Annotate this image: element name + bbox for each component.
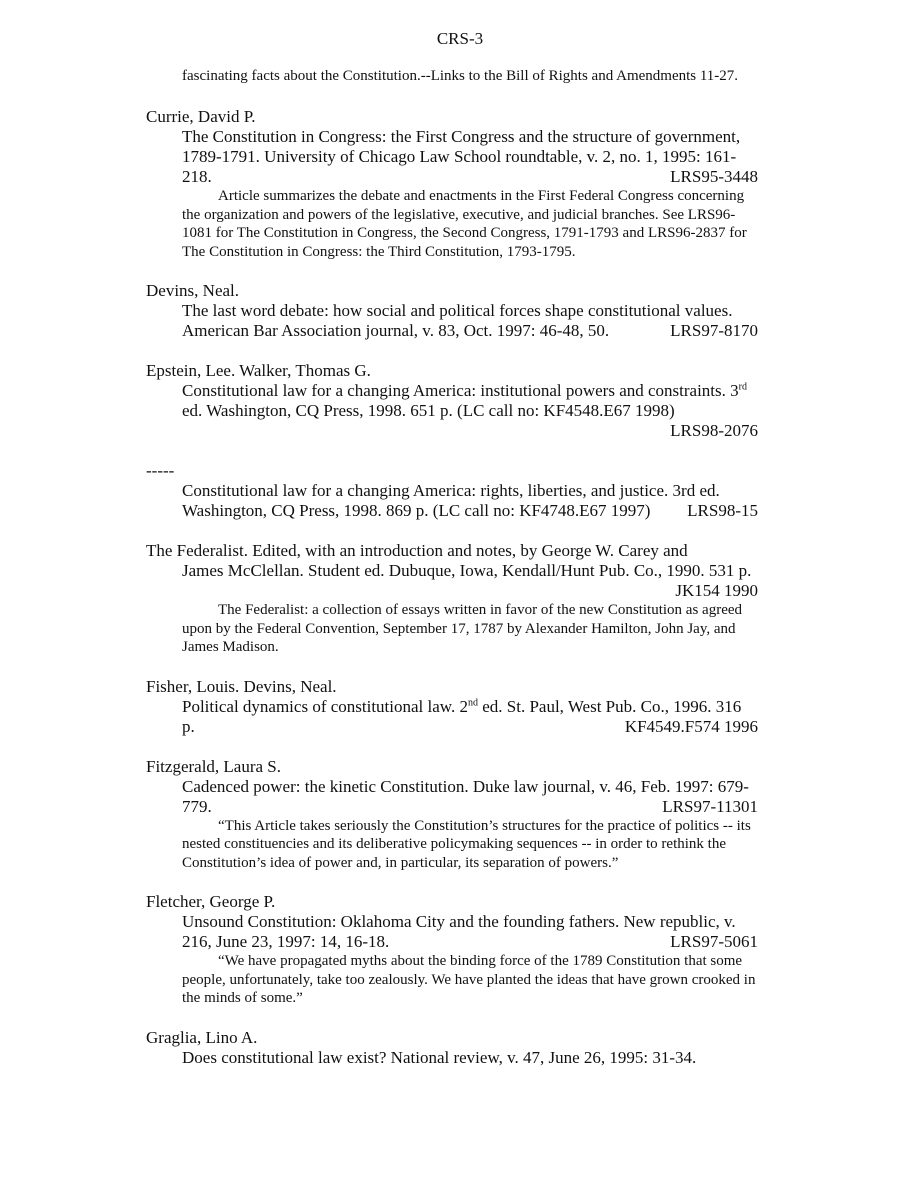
entry-author: Currie, David P. [146,107,256,126]
entry-abstract: Article summarizes the debate and enactments in the First Federal Congress concerning the organization and powers of the legislative, executive, and judicial branches. See LRS96-1081 for The Constitution in Congress, the Second Congress, 1791-1793 and LRS96-2837 for The Constitution in Congress: the Third Constitution, 1793-1795. [182,188,747,260]
call-number: LRS98-15 [687,501,758,520]
citation-text: The Constitution in Congress: the First Congress and the structure of government, 1789-1791. University of Chicago Law School roundtable, v. 2, no. 1, 1995: 161-218. [182,127,741,186]
call-number: LRS98-2076 [670,421,758,440]
entry-author: Devins, Neal. [146,281,240,300]
entry-citation [182,697,758,737]
entry-author: Fisher, Louis. Devins, Neal. [146,676,337,696]
citation-text-cont: ed. Washington, CQ Press, 1998. 651 p. (LC call no: KF4548.E67 1998) [182,401,675,420]
entry-citation [182,561,758,601]
entry-citation [182,777,758,817]
citation-text-cont: ed. St. Paul, West Pub. Co., 1996. 316 p. [182,696,742,736]
entry-citation [182,912,758,952]
citation-text: Constitutional law for a changing America: institutional powers and constraints. 3 [182,381,739,400]
call-number: JK154 1990 [675,581,758,600]
entry-citation [182,127,758,187]
entry-author-repeat: ----- [146,461,175,480]
entry-citation [182,1048,758,1068]
entry-abstract: “This Article takes seriously the Constitution’s structures for the practice of politics -- its nested constituencies and its deliberative policymaking sequences -- in order to rethink the Constitution’s idea of power and, in particular, its separation of powers.” [182,817,751,871]
citation-text: Political dynamics of constitutional law. 2 [182,696,468,716]
entry-citation [182,481,758,521]
entry-federalist [146,541,758,657]
call-number: LRS97-8170 [670,321,758,340]
entry-citation [182,301,758,341]
entry-graglia [146,1028,758,1068]
entry-devins [146,281,758,341]
call-number: KF4549.F574 1996 [624,716,758,736]
call-number: LRS97-5061 [670,932,758,951]
page-header: CRS-3 [436,29,484,48]
ordinal-suffix: rd [738,381,747,393]
citation-text: James McClellan. Student ed. Dubuque, Iowa, Kendall/Hunt Pub. Co., 1990. 531 p. [182,561,752,580]
entry-author: The Federalist. Edited, with an introduction and notes, by George W. Carey and [146,541,688,560]
entry-epstein-2 [146,461,758,521]
entry-fitzgerald [146,757,758,873]
entry-currie [146,107,758,261]
call-number: LRS97-11301 [662,796,758,816]
entry-author: Graglia, Lino A. [146,1027,258,1047]
citation-text: Constitutional law for a changing America: rights, liberties, and justice. 3rd ed. Washington, CQ Press, 1998. 869 p. (LC call no: KF4748.E67 1997) [182,481,720,520]
bibliography [146,67,758,1088]
entry-abstract: The Federalist: a collection of essays written in favor of the new Constitution as agreed upon by the Federal Convention, September 17, 1787 by Alexander Hamilton, John Jay, and James Madison. [182,602,743,655]
entry-abstract: “We have propagated myths about the binding force of the 1789 Constitution that some people, unfortunately, take too zealously. We have planted the ideas that have grown crooked in the minds of some.” [182,953,756,1006]
entry-fisher [146,677,758,737]
entry-fletcher [146,892,758,1008]
entry-citation [182,381,758,441]
citation-text: The last word debate: how social and political forces shape constitutional values. American Bar Association journal, v. 83, Oct. 1997: 46-48, 50. [182,301,733,340]
entry-author: Fletcher, George P. [146,892,276,911]
citation-text: Cadenced power: the kinetic Constitution. Duke law journal, v. 46, Feb. 1997: 679-779. [182,776,749,816]
lead-text: fascinating facts about the Constitution.--Links to the Bill of Rights and Amendments 11-27. [182,68,739,84]
entry-author: Epstein, Lee. Walker, Thomas G. [146,361,371,380]
citation-text: Unsound Constitution: Oklahoma City and the founding fathers. New republic, v. 216, June 23, 1997: 14, 16-18. [182,912,736,951]
ordinal-suffix: nd [467,696,478,708]
entry-author: Fitzgerald, Laura S. [146,756,282,776]
entry-epstein [146,361,758,441]
call-number: LRS95-3448 [670,167,758,186]
citation-text: Does constitutional law exist? National review, v. 47, June 26, 1995: 31-34. [182,1047,697,1067]
